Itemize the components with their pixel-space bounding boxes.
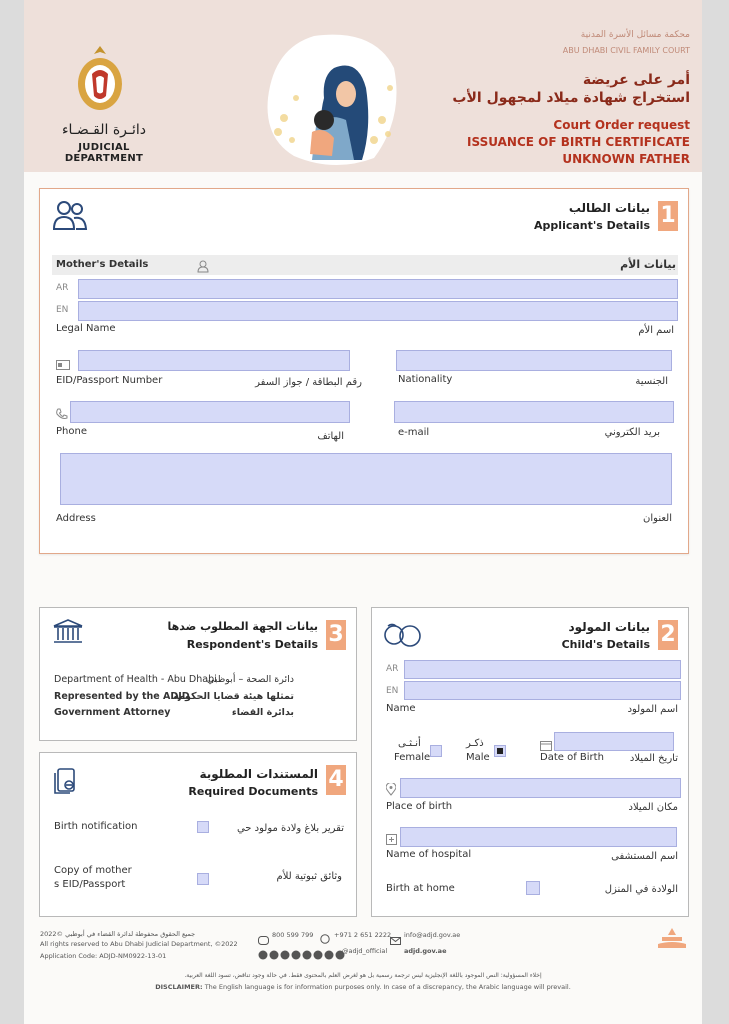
respondent-rep-en-1: Represented by the ADJD xyxy=(54,691,190,702)
phone-label-ar: الهاتف xyxy=(317,431,344,442)
respondent-dept-en: Department of Health - Abu Dhabi xyxy=(54,674,217,685)
app-code: Application Code: ADJD-NM0922-13-01 xyxy=(40,952,167,960)
phone-number: +971 2 651 2222 xyxy=(334,931,392,939)
mail-icon xyxy=(390,930,401,949)
respondent-title-ar: بيانات الجهة المطلوب ضدها xyxy=(167,620,318,633)
birth-at-home-label: Birth at home xyxy=(386,883,455,894)
eid-label: EID/Passport Number xyxy=(56,375,163,386)
baby-icon xyxy=(382,622,422,652)
nationality-field[interactable] xyxy=(396,350,672,371)
mother-details-ar: بيانات الأم xyxy=(620,258,676,271)
dob-label-ar: تاريخ الميلاد xyxy=(629,753,678,764)
emblem-logo-icon xyxy=(72,44,128,116)
person-icon xyxy=(197,258,209,277)
male-label: Male xyxy=(466,752,490,763)
email-label: e-mail xyxy=(398,427,430,438)
address-label: Address xyxy=(56,513,96,524)
doc-birth-notification-checkbox[interactable] xyxy=(197,821,209,833)
adjd-building-icon xyxy=(658,928,686,954)
hospital-name-field[interactable] xyxy=(400,827,677,847)
respondent-dept-ar: دائرة الصحة – أبوظبي xyxy=(206,674,294,685)
mother-name-en-field[interactable] xyxy=(78,301,678,321)
hospital-icon xyxy=(386,830,397,849)
disclaimer-label: DISCLAIMER: xyxy=(155,983,203,991)
female-label-ar: أنـثـى xyxy=(398,738,421,749)
title-en-line1: Court Order request xyxy=(553,118,690,132)
child-en-tag: EN xyxy=(386,686,399,696)
section-number-1: 1 xyxy=(658,201,678,231)
respondent-rep-ar-2: بدائرة القضاء xyxy=(231,707,294,718)
title-en-line3: UNKNOWN FATHER xyxy=(562,152,690,166)
date-of-birth-field[interactable] xyxy=(554,732,674,751)
toll-free-number: 800 599 799 xyxy=(272,931,314,939)
pob-label: Place of birth xyxy=(386,801,453,812)
doc-birth-notification-ar: تقرير بلاغ ولادة مولود حي xyxy=(236,823,344,834)
child-title-ar: بيانات المولود xyxy=(568,620,650,634)
phone-field[interactable] xyxy=(70,401,350,423)
respondent-rep-ar-1: تمثلها هيئة قضايا الحكومة xyxy=(173,691,294,702)
email-field[interactable] xyxy=(394,401,674,423)
legal-name-label: Legal Name xyxy=(56,323,116,334)
title-ar-line2: استخراج شهادة ميلاد لمجهول الأب xyxy=(452,90,690,106)
respondent-section xyxy=(39,607,357,741)
org-name-en: JUDICIAL DEPARTMENT xyxy=(64,142,144,164)
dob-label: Date of Birth xyxy=(540,752,604,763)
female-checkbox[interactable] xyxy=(430,745,442,757)
rights-en: All rights reserved to Abu Dhabi Judicial Department, ©2022 xyxy=(40,940,238,948)
rights-ar: جميع الحقوق محفوظة لدائرة القضاء في أبوظبي ©2022 xyxy=(40,930,196,938)
address-field[interactable] xyxy=(60,453,672,505)
section-number-4: 4 xyxy=(326,765,346,795)
website[interactable]: adjd.gov.ae xyxy=(404,947,447,955)
doc-eid-copy-ar: وثائق ثبوتية للأم xyxy=(276,871,342,882)
disclaimer-en xyxy=(24,983,702,991)
court-name-ar: محكمة مسائل الأسرة المدنية xyxy=(580,30,690,40)
nationality-label: Nationality xyxy=(398,374,453,385)
social-icons xyxy=(258,945,348,955)
mother-name-ar-field[interactable] xyxy=(78,279,678,299)
phone-icon xyxy=(56,405,68,424)
hospital-label: Name of hospital xyxy=(386,849,472,860)
documents-icon xyxy=(54,765,80,799)
birth-at-home-label-ar: الولادة في المنزل xyxy=(604,884,678,895)
female-label: Female xyxy=(394,752,431,763)
hospital-label-ar: اسم المستشفى xyxy=(611,851,678,862)
form-page xyxy=(24,0,702,1024)
disclaimer-text: The English language is for information purposes only. In case of a discrepancy, the Arabic language will prevail. xyxy=(204,983,571,991)
section-number-2: 2 xyxy=(658,620,678,650)
disclaimer-ar: إخلاء المسؤولية: النص الموجود باللغة الإنجليزية ليس ترجمة رسمية بل هو لغرض العلم بالمحتوى فقط. في حالة وجود تناقض، تسود اللغة العربية. xyxy=(184,972,542,979)
place-of-birth-field[interactable] xyxy=(400,778,681,798)
doc-eid-copy-en-2: s EID/Passport xyxy=(54,879,126,890)
doc-eid-copy-checkbox[interactable] xyxy=(197,873,209,885)
male-checkbox[interactable] xyxy=(494,745,506,757)
child-title-en: Child's Details xyxy=(561,638,650,651)
court-name-en: ABU DHABI CIVIL FAMILY COURT xyxy=(562,46,690,55)
respondent-rep-en-2: Government Attorney xyxy=(54,707,171,718)
child-section xyxy=(371,607,689,917)
org-name-ar: دائـرة القـضـاء xyxy=(61,122,147,138)
id-card-icon xyxy=(56,355,70,374)
en-tag: EN xyxy=(56,305,69,315)
pob-label-ar: مكان الميلاد xyxy=(628,802,678,813)
eid-label-ar: رقم البطاقة / جواز السفر xyxy=(255,377,362,388)
documents-title-en: Required Documents xyxy=(188,785,318,798)
phone-label: Phone xyxy=(56,426,87,437)
applicant-section xyxy=(39,188,689,554)
legal-name-label-ar: اسم الأم xyxy=(638,325,674,336)
child-ar-tag: AR xyxy=(386,664,399,674)
users-icon xyxy=(52,199,88,235)
child-name-label: Name xyxy=(386,703,416,714)
applicant-title-en: Applicant's Details xyxy=(534,219,650,232)
section-number-3: 3 xyxy=(326,620,346,650)
title-ar-line1: أمر على عريضة xyxy=(582,72,690,88)
eid-passport-field[interactable] xyxy=(78,350,350,371)
mother-child-illustration xyxy=(254,28,404,173)
child-name-ar-field[interactable] xyxy=(404,660,681,679)
address-label-ar: العنوان xyxy=(643,513,672,524)
documents-section xyxy=(39,752,357,917)
social-handle: @adjd_official xyxy=(342,947,388,955)
male-label-ar: ذكـر xyxy=(466,738,484,749)
birth-at-home-checkbox[interactable] xyxy=(526,881,540,895)
ar-tag: AR xyxy=(56,283,69,293)
nationality-label-ar: الجنسية xyxy=(635,376,668,387)
email-label-ar: بريد الكتروني xyxy=(604,427,660,438)
child-name-label-ar: اسم المولود xyxy=(627,704,678,715)
mother-details-en: Mother's Details xyxy=(56,259,149,270)
title-en-line2: ISSUANCE OF BIRTH CERTIFICATE xyxy=(467,135,690,149)
contact-email: info@adjd.gov.ae xyxy=(404,931,461,939)
documents-title-ar: المستندات المطلوبة xyxy=(199,767,318,781)
applicant-title-ar: بيانات الطالب xyxy=(568,201,650,215)
doc-birth-notification-en: Birth notification xyxy=(54,821,138,832)
court-building-icon xyxy=(52,618,84,650)
respondent-title-en: Respondent's Details xyxy=(186,638,318,651)
child-name-en-field[interactable] xyxy=(404,681,681,700)
doc-eid-copy-en-1: Copy of mother xyxy=(54,865,132,876)
location-pin-icon xyxy=(386,781,396,800)
